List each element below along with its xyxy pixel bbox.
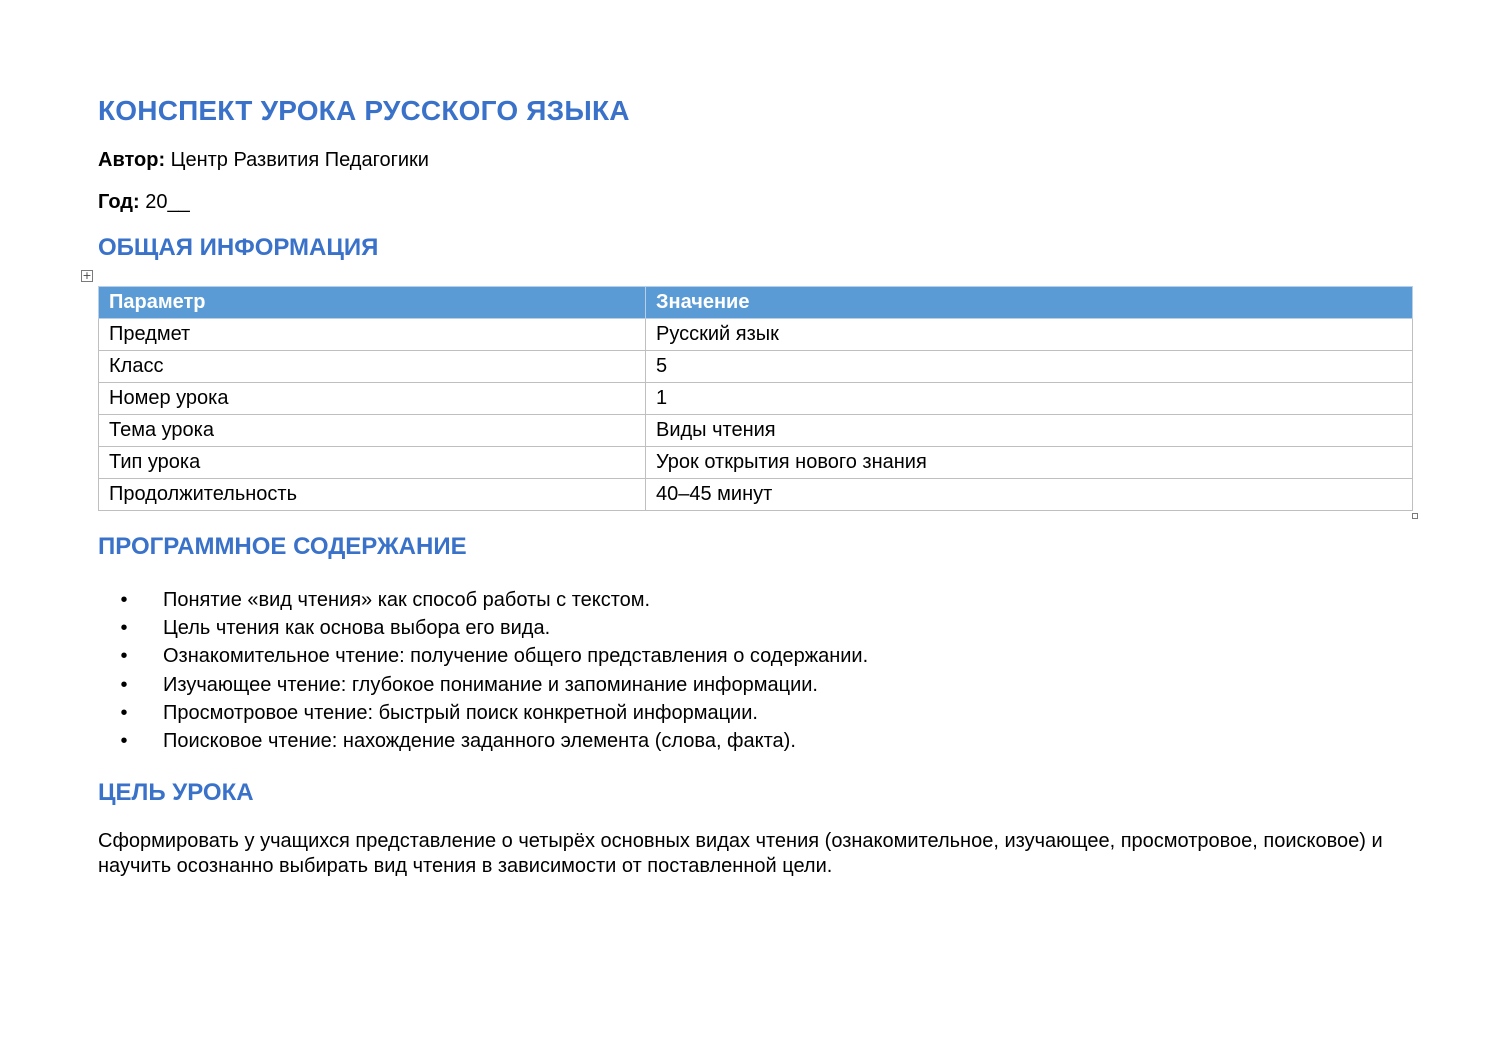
table-cell: 1 <box>646 383 1413 415</box>
bullet-icon: • <box>120 645 128 668</box>
table-cell: Номер урока <box>99 383 646 415</box>
table-row <box>99 415 1413 447</box>
table-row <box>99 447 1413 479</box>
bullet-icon: • <box>120 673 128 696</box>
table-cell: Урок открытия нового знания <box>646 447 1413 479</box>
author-line <box>98 147 1412 173</box>
document-title: КОНСПЕКТ УРОКА РУССКОГО ЯЗЫКА <box>98 95 630 126</box>
move-handle-icon[interactable]: + <box>82 269 92 282</box>
year-label: Год: <box>98 191 140 213</box>
list-item-text: Изучающее чтение: глубокое понимание и запоминание информации. <box>163 673 818 696</box>
author-label: Автор: <box>98 149 166 171</box>
year-line <box>98 189 1412 215</box>
bullet-icon: • <box>120 701 128 724</box>
table-row <box>99 351 1413 383</box>
table-cell: Тема урока <box>99 415 646 447</box>
year-value: 20__ <box>145 191 190 213</box>
document-body <box>82 92 1412 879</box>
table-cell: Виды чтения <box>646 415 1413 447</box>
list-item <box>98 586 1412 614</box>
section-title-general: ОБЩАЯ ИНФОРМАЦИЯ <box>98 234 379 261</box>
table-cell: Тип урока <box>99 447 646 479</box>
info-table-wrapper <box>82 269 1412 511</box>
list-item-text: Ознакомительное чтение: получение общего представления о содержании. <box>163 645 869 668</box>
table-header-cell: Значение <box>646 287 1413 319</box>
list-item-text: Цель чтения как основа выбора его вида. <box>163 617 551 640</box>
list-item-text: Просмотровое чтение: быстрый поиск конкретной информации. <box>163 701 758 724</box>
bullet-icon: • <box>120 730 128 753</box>
table-cell: Русский язык <box>646 319 1413 351</box>
table-cell: 5 <box>646 351 1413 383</box>
author-value: Центр Развития Педагогики <box>170 149 429 171</box>
table-cell: 40–45 минут <box>646 479 1413 511</box>
table-cell: Класс <box>99 351 646 383</box>
list-item-text: Понятие «вид чтения» как способ работы с текстом. <box>163 589 651 611</box>
list-item <box>98 671 1412 699</box>
list-item <box>98 699 1412 727</box>
info-table <box>98 286 1413 511</box>
list-item <box>98 727 1412 755</box>
list-item <box>98 614 1412 642</box>
list-item-text: Поисковое чтение: нахождение заданного элемента (слова, факта). <box>163 730 796 753</box>
section-title-program: ПРОГРАММНОЕ СОДЕРЖАНИЕ <box>98 533 467 560</box>
table-row <box>99 319 1413 351</box>
bullet-icon: • <box>120 617 128 640</box>
list-item <box>98 642 1412 670</box>
section-title-goal: ЦЕЛЬ УРОКА <box>98 779 254 807</box>
table-row <box>99 383 1413 415</box>
table-cell: Предмет <box>99 319 646 351</box>
goal-paragraph: Сформировать у учащихся представление о четырёх основных видах чтения (ознакомительное, изучающее, просмотровое, поисковое) и научить осознанно выбирать вид чтения в зависимости от поставленной цели. <box>98 830 1383 878</box>
resize-handle-icon[interactable] <box>1412 513 1418 519</box>
bullet-icon: • <box>120 589 128 611</box>
program-content-list <box>98 586 1412 755</box>
table-header-row <box>99 287 1413 319</box>
table-row <box>99 479 1413 511</box>
table-header-cell: Параметр <box>99 287 646 319</box>
table-cell: Продолжительность <box>99 479 646 511</box>
